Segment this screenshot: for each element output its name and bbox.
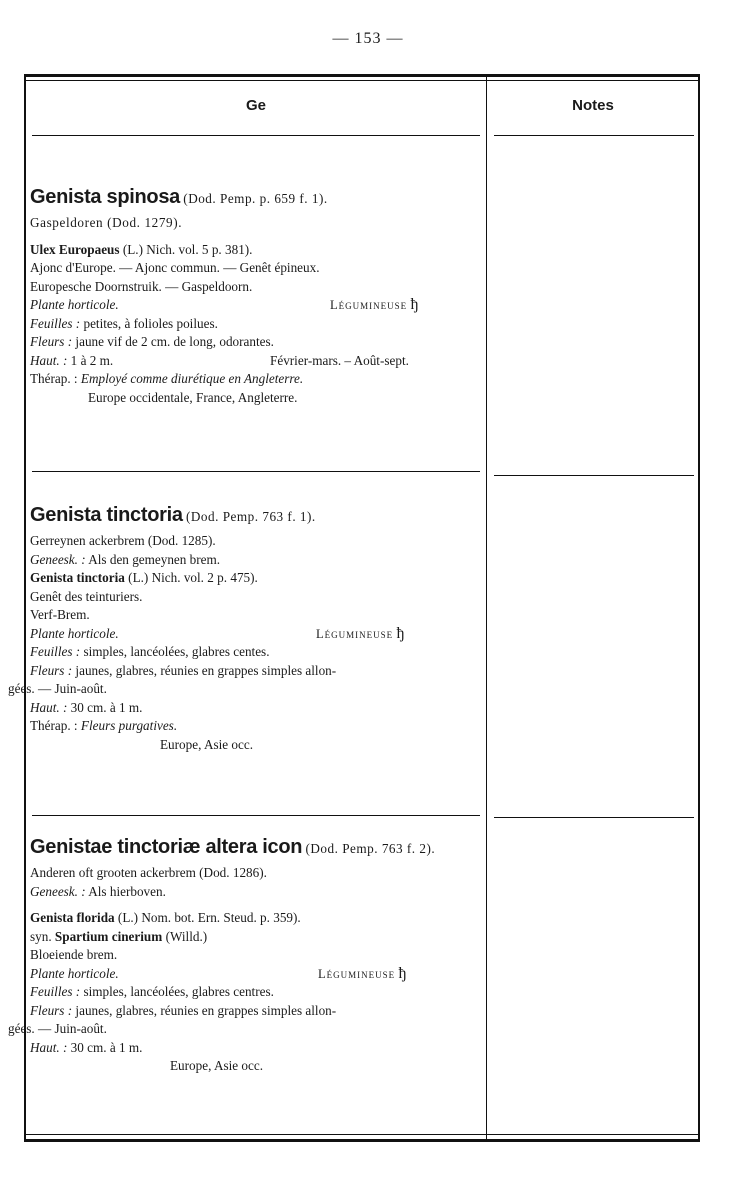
entry-genistae-tinctoriae-altera xyxy=(8,834,460,1076)
fleurs-line xyxy=(30,1002,460,1021)
geneesk-text: Als den gemeynen brem. xyxy=(88,551,221,567)
entry-line: Ajonc d'Europe. — Ajonc commun. — Genêt épineux. xyxy=(30,260,320,275)
entry-title: Genista tinctoria xyxy=(30,504,183,526)
region-line: Europe, Asie occ. xyxy=(160,736,254,752)
therap-line xyxy=(30,370,460,389)
scientific-name-line xyxy=(30,569,460,588)
family-label-group xyxy=(318,965,406,984)
entry-title-line xyxy=(30,834,460,862)
feuilles-text: simples, lancéolées, glabres centes. xyxy=(83,644,270,659)
entry-separator-left xyxy=(32,471,480,472)
scientific-name-line xyxy=(30,241,460,260)
shrub-symbol: ђ xyxy=(398,964,407,982)
entry-line: Verf-Brem. xyxy=(30,607,90,622)
entry-reference: (Dod. Pemp. p. 659 f. 1). xyxy=(183,191,328,206)
scientific-reference: (L.) Nom. bot. Ern. Steud. p. 359). xyxy=(117,910,301,925)
therap-line xyxy=(30,717,460,736)
family-label: Légumineuse xyxy=(316,626,394,641)
geneesk-label: Geneesk. : xyxy=(30,551,86,567)
entry-title: Genista spinosa xyxy=(30,186,180,208)
region-line: Europe, Asie occ. xyxy=(170,1058,264,1073)
feuilles-label: Feuilles : xyxy=(30,644,81,659)
entry-line: Gerreynen ackerbrem (Dod. 1285). xyxy=(30,533,216,548)
family-label: Légumineuse xyxy=(318,966,396,981)
page-number: — 153 — xyxy=(332,30,404,47)
entry-line: Europesche Doornstruik. — Gaspeldoorn. xyxy=(30,278,253,294)
entry-genista-tinctoria xyxy=(8,502,460,754)
top-double-rule xyxy=(26,80,698,81)
plante-line xyxy=(30,296,450,315)
entry-reference: (Dod. Pemp. 763 f. 2). xyxy=(305,841,436,856)
family-label: Légumineuse xyxy=(330,298,408,312)
haut-text: 30 cm. à 1 m. xyxy=(70,699,143,715)
entry-line: Anderen oft grooten ackerbrem (Dod. 1286). xyxy=(30,865,267,880)
feuilles-line xyxy=(30,315,460,334)
fleurs-line xyxy=(30,333,460,352)
synonym-name: Spartium cinerium xyxy=(54,928,163,944)
synonym-line xyxy=(30,928,460,947)
entry-title: Genistae tinctoriæ altera icon xyxy=(30,836,303,858)
plante-line xyxy=(30,965,450,984)
haut-label: Haut. : xyxy=(30,352,68,368)
entry-separator-right xyxy=(494,475,694,476)
entry-separator-left xyxy=(32,815,480,816)
fleurs-text: jaunes, glabres, réunies en grappes simples allon- xyxy=(75,662,337,678)
scientific-name-line xyxy=(30,909,460,928)
fleurs-text: jaune vif de 2 cm. de long, odorantes. xyxy=(75,334,274,349)
fleurs-continuation: gées. — Juin-août. xyxy=(8,1021,107,1036)
therap-label: Thérap. : xyxy=(30,371,78,386)
fleurs-line xyxy=(30,662,460,681)
haut-line xyxy=(30,1039,460,1058)
scientific-reference: (L.) Nich. vol. 5 p. 381). xyxy=(122,241,253,257)
haut-line xyxy=(30,352,450,371)
haut-text: 1 à 2 m. xyxy=(70,352,114,368)
entry-line: Gaspeldoren (Dod. 1279). xyxy=(30,215,183,230)
geneesk-line xyxy=(30,883,460,902)
scientific-name: Genista florida xyxy=(30,910,115,925)
therap-label: Thérap. : xyxy=(30,718,78,733)
entry-title-line xyxy=(30,184,460,212)
geneesk-line xyxy=(30,551,460,570)
bloom-period: Février-mars. – Août-sept. xyxy=(270,352,409,368)
synonym-prefix: syn. xyxy=(30,928,52,944)
shrub-symbol: ђ xyxy=(410,296,419,313)
haut-text: 30 cm. à 1 m. xyxy=(70,1039,143,1055)
haut-line xyxy=(30,699,460,718)
scientific-reference: (L.) Nich. vol. 2 p. 475). xyxy=(128,570,258,585)
region-line: Europe occidentale, France, Angleterre. xyxy=(88,389,298,405)
plante-label: Plante horticole. xyxy=(30,965,119,981)
entry-separator-right xyxy=(494,817,694,818)
therap-text: Fleurs purgatives. xyxy=(80,718,178,733)
feuilles-text: petites, à folioles poilues. xyxy=(83,315,218,331)
fleurs-text: jaunes, glabres, réunies en grappes simples allon- xyxy=(75,1002,337,1018)
entry-title-line xyxy=(30,502,460,530)
feuilles-line xyxy=(30,983,460,1002)
fleurs-label: Fleurs : xyxy=(30,1002,73,1018)
feuilles-text: simples, lancéolées, glabres centres. xyxy=(83,984,274,999)
scientific-name: Ulex Europaeus xyxy=(30,241,120,257)
plante-label: Plante horticole. xyxy=(30,625,119,641)
plante-line xyxy=(30,625,450,644)
entry-line: Genêt des teinturiers. xyxy=(30,588,143,604)
column-header-ge: Ge xyxy=(245,97,266,114)
family-label-group xyxy=(316,625,404,644)
fleurs-label: Fleurs : xyxy=(30,334,73,349)
entry-genista-spinosa xyxy=(30,184,460,407)
geneesk-label: Geneesk. : xyxy=(30,883,86,899)
feuilles-label: Feuilles : xyxy=(30,315,81,331)
entry-line: Bloeiende brem. xyxy=(30,947,118,962)
synonym-reference: (Willd.) xyxy=(165,928,208,944)
column-header-notes: Notes xyxy=(572,97,614,114)
haut-label: Haut. : xyxy=(30,699,68,715)
haut-label: Haut. : xyxy=(30,1039,68,1055)
bottom-double-rule xyxy=(26,1134,698,1135)
plante-label: Plante horticole. xyxy=(30,297,119,312)
therap-text: Employé comme diurétique en Angleterre. xyxy=(80,371,304,386)
entry-reference: (Dod. Pemp. 763 f. 1). xyxy=(186,509,316,524)
scientific-name: Genista tinctoria xyxy=(30,570,125,585)
header-rule-left xyxy=(32,135,480,136)
family-label-group xyxy=(330,296,418,315)
column-divider xyxy=(486,77,487,1139)
geneesk-text: Als hierboven. xyxy=(88,883,166,899)
header-rule-right xyxy=(494,135,694,136)
feuilles-label: Feuilles : xyxy=(30,984,81,999)
fleurs-label: Fleurs : xyxy=(30,662,73,678)
feuilles-line xyxy=(30,643,460,662)
shrub-symbol: ђ xyxy=(396,624,405,642)
fleurs-continuation: gées. — Juin-août. xyxy=(8,681,107,696)
